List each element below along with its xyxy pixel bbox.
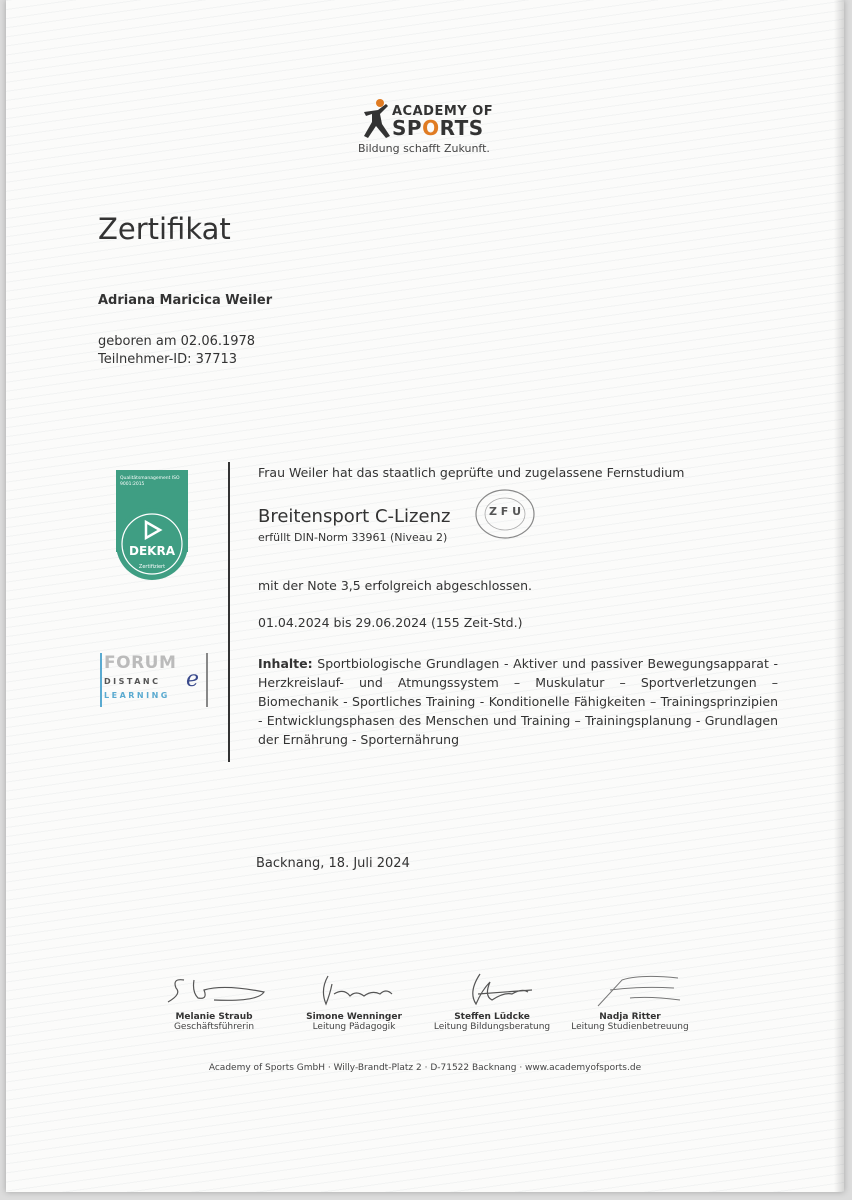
signature-1-name: Melanie Straub bbox=[175, 1012, 253, 1022]
signature-3-role: Leitung Bildungsberatung bbox=[433, 1022, 551, 1032]
intro-text: Frau Weiler hat das staatlich geprüfte und zugelassene Fernstudium bbox=[258, 465, 685, 480]
forum-e: e bbox=[186, 667, 200, 692]
dekra-top-text: Qualitätsmanagement ISO 9001:2015 bbox=[120, 476, 180, 487]
signature-1-role: Geschäftsführerin bbox=[173, 1022, 255, 1032]
forum-distance-learning-logo bbox=[100, 653, 208, 707]
signature-3-name: Steffen Lüdcke bbox=[454, 1012, 530, 1022]
signature-1-icon bbox=[154, 970, 274, 1010]
forum-line3: LEARNING bbox=[104, 691, 170, 700]
signature-4-name: Nadja Ritter bbox=[599, 1012, 661, 1022]
participant-id: Teilnehmer-ID: 37713 bbox=[98, 352, 238, 367]
signature-4-role: Leitung Studienbetreuung bbox=[571, 1022, 689, 1032]
signature-2-name: Simone Wenninger bbox=[306, 1012, 402, 1022]
dekra-bottom-text: Zertifiziert bbox=[138, 564, 166, 570]
academy-logo bbox=[358, 98, 498, 158]
grade-text: mit der Note 3,5 erfolgreich abgeschlossen. bbox=[258, 578, 533, 593]
participant-meta bbox=[98, 333, 255, 369]
signature-3-icon bbox=[432, 970, 552, 1010]
dekra-label: DEKRA bbox=[129, 544, 175, 558]
place-date: Backnang, 18. Juli 2024 bbox=[256, 856, 410, 871]
participant-name: Adriana Maricica Weiler bbox=[98, 293, 273, 308]
athlete-logo-icon bbox=[360, 98, 392, 140]
signature-block-1 bbox=[144, 970, 284, 1032]
certificate-title: Zertifikat bbox=[98, 212, 231, 246]
divider-line bbox=[228, 462, 230, 762]
signature-block-2 bbox=[284, 970, 424, 1032]
certificate-page bbox=[6, 0, 844, 1192]
contents-text: Sportbiologische Grundlagen - Aktiver und passiver Bewegungsapparat - Herzkreislauf- und Atmungssystem – Muskulatur – Sportverletzungen – Biomechanik - Sportliches Training - Konditionelle Fähigkeiten – Trainingsprinzipien - Entwicklungsphasen des Menschen und Training – Trainingsplanung - Grundlagen der Ernährung - Sporternährung bbox=[258, 656, 778, 747]
signature-2-role: Leitung Pädagogik bbox=[312, 1022, 396, 1032]
course-name: Breitensport C-Lizenz bbox=[258, 506, 451, 527]
forum-line1: FORUM bbox=[104, 653, 177, 673]
course-dates: 01.04.2024 bis 29.06.2024 (155 Zeit-Std.) bbox=[258, 615, 523, 630]
logo-line2: SPORTS bbox=[392, 116, 484, 140]
signature-block-3 bbox=[422, 970, 562, 1032]
forum-line2: DISTANC bbox=[104, 677, 161, 686]
birth-date: geboren am 02.06.1978 bbox=[98, 334, 256, 349]
course-contents bbox=[258, 654, 778, 749]
contents-label: Inhalte: bbox=[258, 656, 313, 671]
footer-address: Academy of Sports GmbH · Willy-Brandt-Platz 2 · D-71522 Backnang · www.academyofsports.de bbox=[208, 1063, 642, 1073]
zfu-seal bbox=[474, 488, 536, 540]
signature-4-icon bbox=[570, 970, 690, 1010]
signature-2-icon bbox=[294, 970, 414, 1010]
logo-line1: ACADEMY OF bbox=[392, 104, 494, 119]
course-norm: erfüllt DIN-Norm 33961 (Niveau 2) bbox=[258, 531, 448, 544]
zfu-seal-text: Z F U bbox=[488, 505, 522, 518]
dekra-badge bbox=[116, 470, 188, 582]
signature-block-4 bbox=[560, 970, 700, 1032]
logo-tagline: Bildung schafft Zukunft. bbox=[358, 142, 490, 155]
